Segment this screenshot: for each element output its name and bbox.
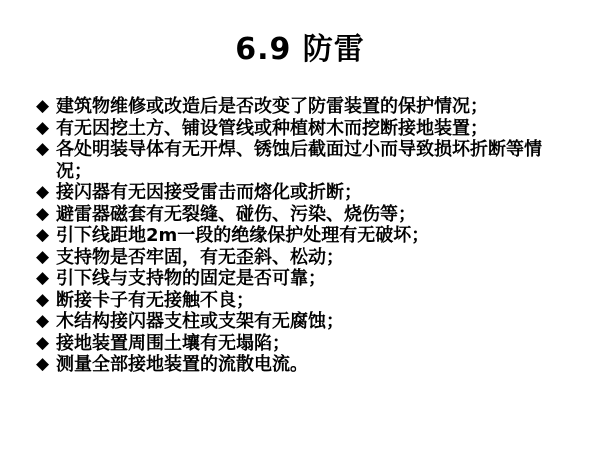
list-item bbox=[36, 118, 566, 140]
diamond-bullet-icon: ◆ bbox=[36, 268, 50, 288]
list-item-text: 测量全部接地装置的流散电流。 bbox=[56, 354, 308, 375]
list-item bbox=[36, 290, 566, 312]
diamond-bullet-icon: ◆ bbox=[36, 354, 50, 374]
list-item bbox=[36, 96, 566, 118]
list-item-text: 避雷器磁套有无裂缝、碰伤、污染、烧伤等； bbox=[56, 203, 416, 225]
list-item-text: 支持物是否牢固，有无歪斜、松动； bbox=[56, 246, 344, 268]
list-item bbox=[36, 311, 566, 333]
list-item-text: 引下线距地2m一段的绝缘保护处理有无破坏； bbox=[56, 225, 430, 246]
list-item bbox=[36, 247, 566, 269]
diamond-bullet-icon: ◆ bbox=[36, 225, 50, 245]
list-item bbox=[36, 354, 566, 376]
diamond-bullet-icon: ◆ bbox=[36, 96, 50, 116]
list-item-text: 断接卡子有无接触不良； bbox=[56, 289, 254, 311]
list-item-text: 接闪器有无因接受雷击而熔化或折断； bbox=[56, 182, 362, 203]
diamond-bullet-icon: ◆ bbox=[36, 182, 50, 202]
list-item-text: 有无因挖土方、铺设管线或种植树木而挖断接地装置； bbox=[56, 117, 488, 139]
list-item-text: 各处明装导体有无开焊、锈蚀后截面过小而导致损坏折断等情况； bbox=[56, 139, 542, 182]
list-item-text: 引下线与支持物的固定是否可靠； bbox=[56, 268, 326, 289]
list-item-text: 接地装置周围土壤有无塌陷； bbox=[56, 332, 290, 354]
checklist bbox=[36, 96, 566, 376]
diamond-bullet-icon: ◆ bbox=[36, 117, 50, 138]
list-item-text: 木结构接闪器支柱或支架有无腐蚀； bbox=[56, 311, 344, 332]
diamond-bullet-icon: ◆ bbox=[36, 139, 50, 159]
page-title: 6.9 防雷 bbox=[235, 32, 365, 67]
list-item bbox=[36, 204, 566, 226]
diamond-bullet-icon: ◆ bbox=[36, 246, 50, 267]
diamond-bullet-icon: ◆ bbox=[36, 311, 50, 331]
list-item bbox=[36, 182, 566, 204]
diamond-bullet-icon: ◆ bbox=[36, 203, 50, 224]
list-item-text: 建筑物维修或改造后是否改变了防雷装置的保护情况； bbox=[56, 96, 488, 117]
list-item bbox=[36, 225, 566, 247]
diamond-bullet-icon: ◆ bbox=[36, 289, 50, 310]
diamond-bullet-icon: ◆ bbox=[36, 332, 50, 353]
list-item bbox=[36, 333, 566, 355]
list-item bbox=[36, 139, 566, 182]
list-item bbox=[36, 268, 566, 290]
